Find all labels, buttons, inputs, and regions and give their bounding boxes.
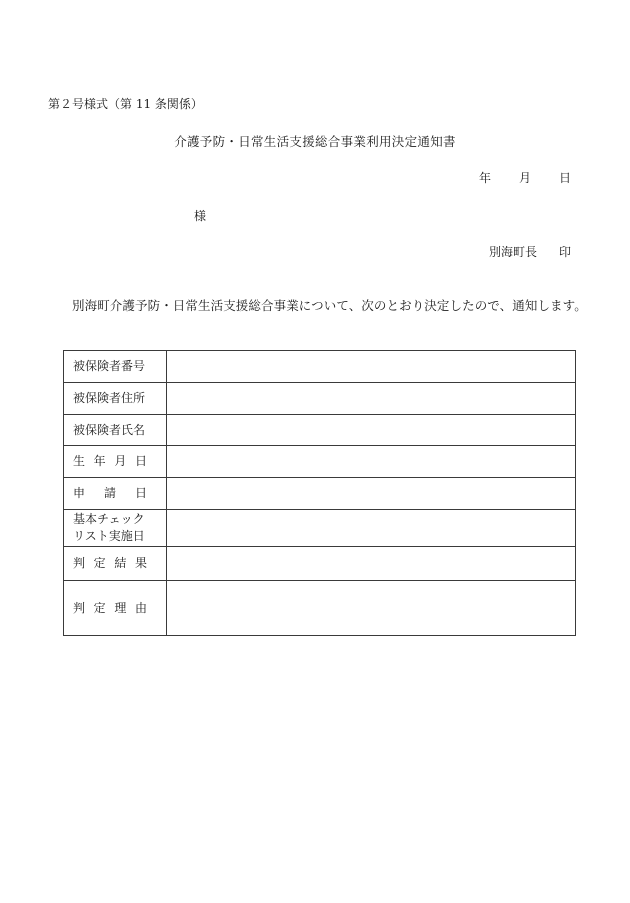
issuer-line <box>489 243 571 260</box>
insured-address-label: 被保険者住所 <box>64 383 167 415</box>
table-row <box>64 351 576 383</box>
document-title: 介護予防・日常生活支援総合事業利用決定通知書 <box>174 134 456 149</box>
decision-info-table <box>63 350 576 636</box>
seal-mark: 印 <box>558 245 571 259</box>
application-date-field[interactable] <box>167 478 576 510</box>
decision-reason-field[interactable] <box>167 581 576 636</box>
birth-date-label-char: 日 <box>134 454 147 468</box>
application-date-label-char: 日 <box>134 486 147 500</box>
decision-result-label-char: 定 <box>93 556 106 570</box>
decision-result-label <box>64 547 167 581</box>
checklist-date-label-line: 基本チェック <box>73 512 145 526</box>
table-row <box>64 383 576 415</box>
notice-body-text: 別海町介護予防・日常生活支援総合事業について、次のとおり決定したので、通知します。 <box>72 298 587 313</box>
birth-date-label-char: 生 <box>73 454 86 468</box>
decision-reason-label-char: 定 <box>93 600 106 615</box>
table-row <box>64 446 576 478</box>
insured-address-field[interactable] <box>167 383 576 415</box>
date-year-label: 年 <box>478 171 491 185</box>
application-date-label-char: 請 <box>103 486 116 500</box>
table-row <box>64 547 576 581</box>
decision-reason-label-char: 判 <box>73 600 86 615</box>
form-number: 第２号様式（第 11 条関係） <box>48 97 203 111</box>
insured-number-field[interactable] <box>167 351 576 383</box>
decision-reason-label-char: 由 <box>134 600 147 615</box>
birth-date-field[interactable] <box>167 446 576 478</box>
date-day-label: 日 <box>558 171 571 185</box>
application-date-label-char: 申 <box>73 486 86 500</box>
issuer-name: 別海町長 <box>488 245 537 259</box>
birth-date-label-char: 月 <box>114 454 127 468</box>
checklist-date-label-line: リスト実施日 <box>73 529 145 543</box>
decision-reason-label-char: 理 <box>114 600 127 615</box>
birth-date-label-char: 年 <box>93 454 106 468</box>
decision-result-label-char: 判 <box>73 556 86 570</box>
table-row <box>64 581 576 636</box>
table-row <box>64 510 576 547</box>
decision-result-label-char: 結 <box>114 556 127 570</box>
birth-date-label <box>64 446 167 478</box>
checklist-date-field[interactable] <box>167 510 576 547</box>
checklist-date-label <box>64 510 167 547</box>
application-date-label <box>64 478 167 510</box>
decision-result-label-char: 果 <box>134 556 147 570</box>
decision-result-field[interactable] <box>167 547 576 581</box>
insured-number-label: 被保険者番号 <box>64 351 167 383</box>
insured-name-field[interactable] <box>167 415 576 446</box>
date-line <box>479 169 571 186</box>
insured-name-label: 被保険者氏名 <box>64 415 167 446</box>
date-month-label: 月 <box>518 171 531 185</box>
table-row <box>64 415 576 446</box>
addressee-honorific: 様 <box>194 209 207 223</box>
table-row <box>64 478 576 510</box>
decision-reason-label <box>64 581 167 636</box>
